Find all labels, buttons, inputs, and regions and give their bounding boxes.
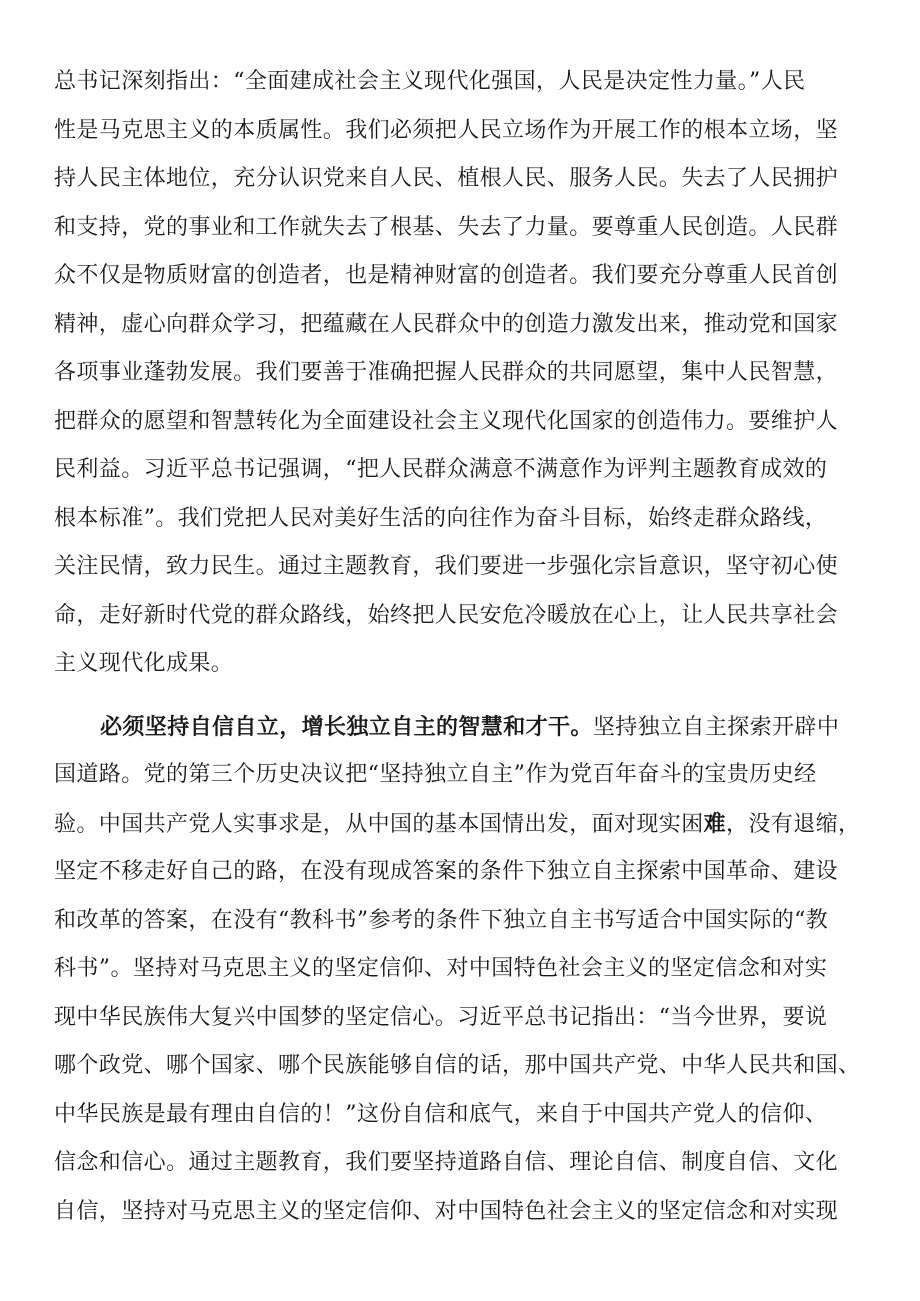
text-line: 众不仅是物质财富的创造者，也是精神财富的创造者。我们要充分尊重人民首创 (54, 263, 839, 288)
text-line (54, 703, 874, 752)
text-run: ，没有退缩， (726, 811, 861, 837)
text-line: 和支持，党的事业和工作就失去了根基、失去了力量。要尊重人民创造。人民群 (54, 214, 839, 240)
text-line: 民利益。习近平总书记强调，“把人民群众满意不满意作为评判主题教育成效的 (54, 457, 828, 482)
text-line: 把群众的愿望和智慧转化为全面建设社会主义现代化国家的创造伟力。要维护人 (54, 408, 839, 434)
paragraph-self-reliance (54, 703, 874, 1237)
text-line: 和改革的答案，在没有“教科书”参考的条件下独立自主书写适合中国实际的“教 (54, 907, 829, 933)
text-run: 坚持独立自主探索开辟中 (592, 714, 840, 740)
text-line: 主义现代化成果。 (54, 651, 234, 676)
text-line: 现中华民族伟大复兴中国梦的坚定信心。习近平总书记指出：“当今世界，要说 (54, 1004, 828, 1030)
text-line: 关注民情，致力民生。通过主题教育，我们要进一步强化宗旨意识，坚守初心使 (54, 554, 839, 579)
text-line: 各项事业蓬勃发展。我们要善于准确把握人民群众的共同愿望，集中人民智慧， (54, 360, 839, 385)
text-line: 哪个政党、哪个国家、哪个民族能够自信的话，那中国共产党、中华人民共和国、 (54, 1053, 861, 1078)
text-line: 性是马克思主义的本质属性。我们必须把人民立场作为开展工作的根本立场，坚 (54, 117, 839, 143)
paragraph-heading: 必须坚持自信自立，增长独立自主的智慧和才干。 (100, 713, 593, 740)
bold-character: 难 (703, 810, 727, 837)
text-line (54, 800, 874, 849)
text-line: 自信，坚持对马克思主义的坚定信仰、对中国特色社会主义的坚定信念和对实现 (54, 1198, 839, 1224)
text-line: 总书记深刻指出：“全面建成社会主义现代化强国，人民是决定性力量。”人民 (54, 69, 806, 94)
text-line: 中华民族是最有理由自信的！”这份自信和底气，来自于中国共产党人的信仰、 (54, 1101, 828, 1127)
text-line: 持人民主体地位，充分认识党来自人民、植根人民、服务人民。失去了人民拥护 (54, 166, 839, 191)
text-line: 命，走好新时代党的群众路线，始终把人民安危冷暖放在心上，让人民共享社会 (54, 602, 839, 628)
paragraph-people (54, 58, 874, 689)
text-line: 根本标准”。我们党把人民对美好生活的向往作为奋斗目标，始终走群众路线， (54, 505, 828, 531)
paragraph-spacer (54, 689, 874, 703)
text-line: 信念和信心。通过主题教育，我们要坚持道路自信、理论自信、制度自信、文化 (54, 1150, 839, 1175)
text-line: 精神，虚心向群众学习，把蕴藏在人民群众中的创造力激发出来，推动党和国家 (54, 311, 839, 337)
text-run: 验。中国共产党人实事求是，从中国的基本国情出发，面对现实困 (54, 811, 704, 837)
document-page (54, 58, 874, 1236)
text-line: 坚定不移走好自己的路，在没有现成答案的条件下独立自主探索中国革命、建设 (54, 859, 839, 884)
text-line: 国道路。党的第三个历史决议把“坚持独立自主”作为党百年奋斗的宝贵历史经 (54, 762, 817, 787)
text-line: 科书”。坚持对马克思主义的坚定信仰、对中国特色社会主义的坚定信念和对实 (54, 956, 828, 981)
